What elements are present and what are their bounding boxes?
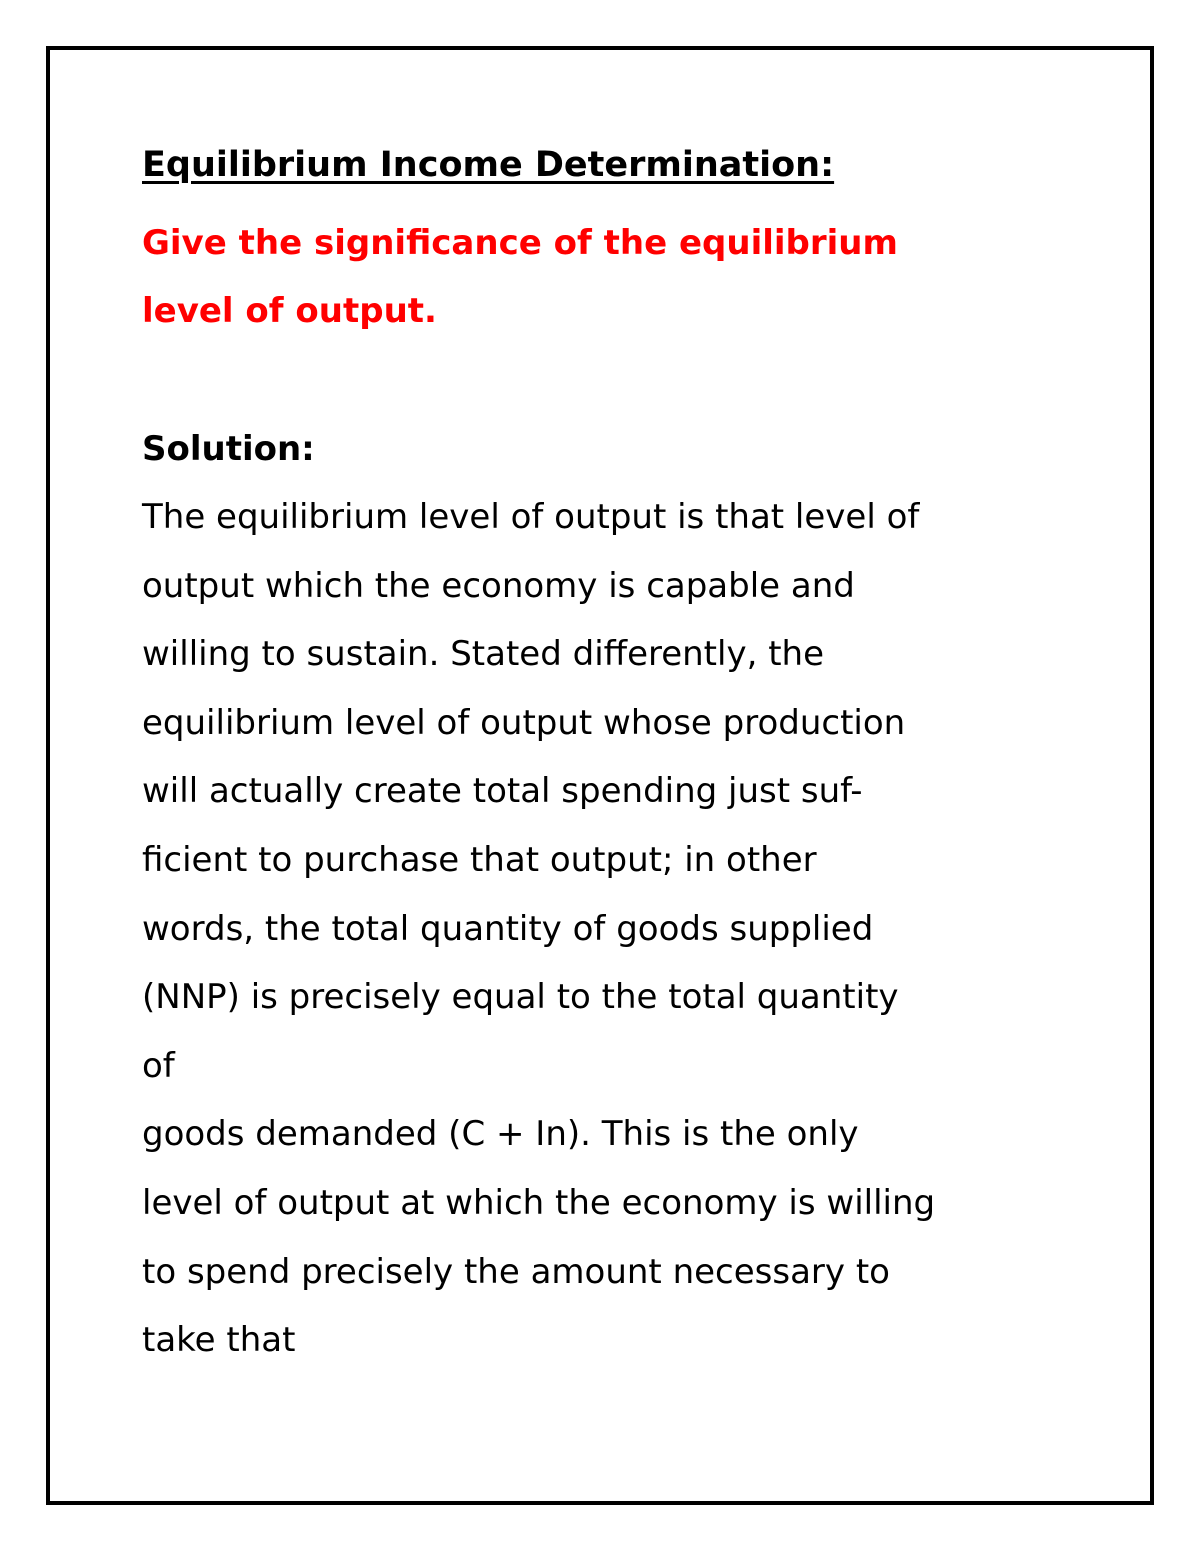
question-text xyxy=(142,209,1102,345)
solution-label: Solution: xyxy=(142,429,315,469)
body-line: will actually create total spending just suf- xyxy=(142,771,863,812)
question-line: Give the significance of the equilibrium xyxy=(142,223,898,263)
body-line: level of output at which the economy is willing xyxy=(142,1182,936,1223)
body-line: willing to sustain. Stated differently, the xyxy=(142,634,824,675)
body-line: of xyxy=(142,1045,175,1086)
body-line: equilibrium level of output whose production xyxy=(142,702,906,743)
question-line: level of output. xyxy=(142,291,437,331)
solution-body xyxy=(142,483,1102,1375)
body-line: words, the total quantity of goods supplied xyxy=(142,908,874,949)
document-content xyxy=(142,138,1102,1375)
body-line: take that xyxy=(142,1320,296,1361)
document-title: Equilibrium Income Determination: xyxy=(142,145,835,185)
body-line: goods demanded (C + In). This is the only xyxy=(142,1114,859,1155)
body-line: (NNP) is precisely equal to the total quantity xyxy=(142,977,899,1018)
body-line: to spend precisely the amount necessary to xyxy=(142,1251,890,1292)
body-line: ficient to purchase that output; in other xyxy=(142,839,817,880)
body-line: output which the economy is capable and xyxy=(142,565,855,606)
body-line: The equilibrium level of output is that level of xyxy=(142,497,920,537)
